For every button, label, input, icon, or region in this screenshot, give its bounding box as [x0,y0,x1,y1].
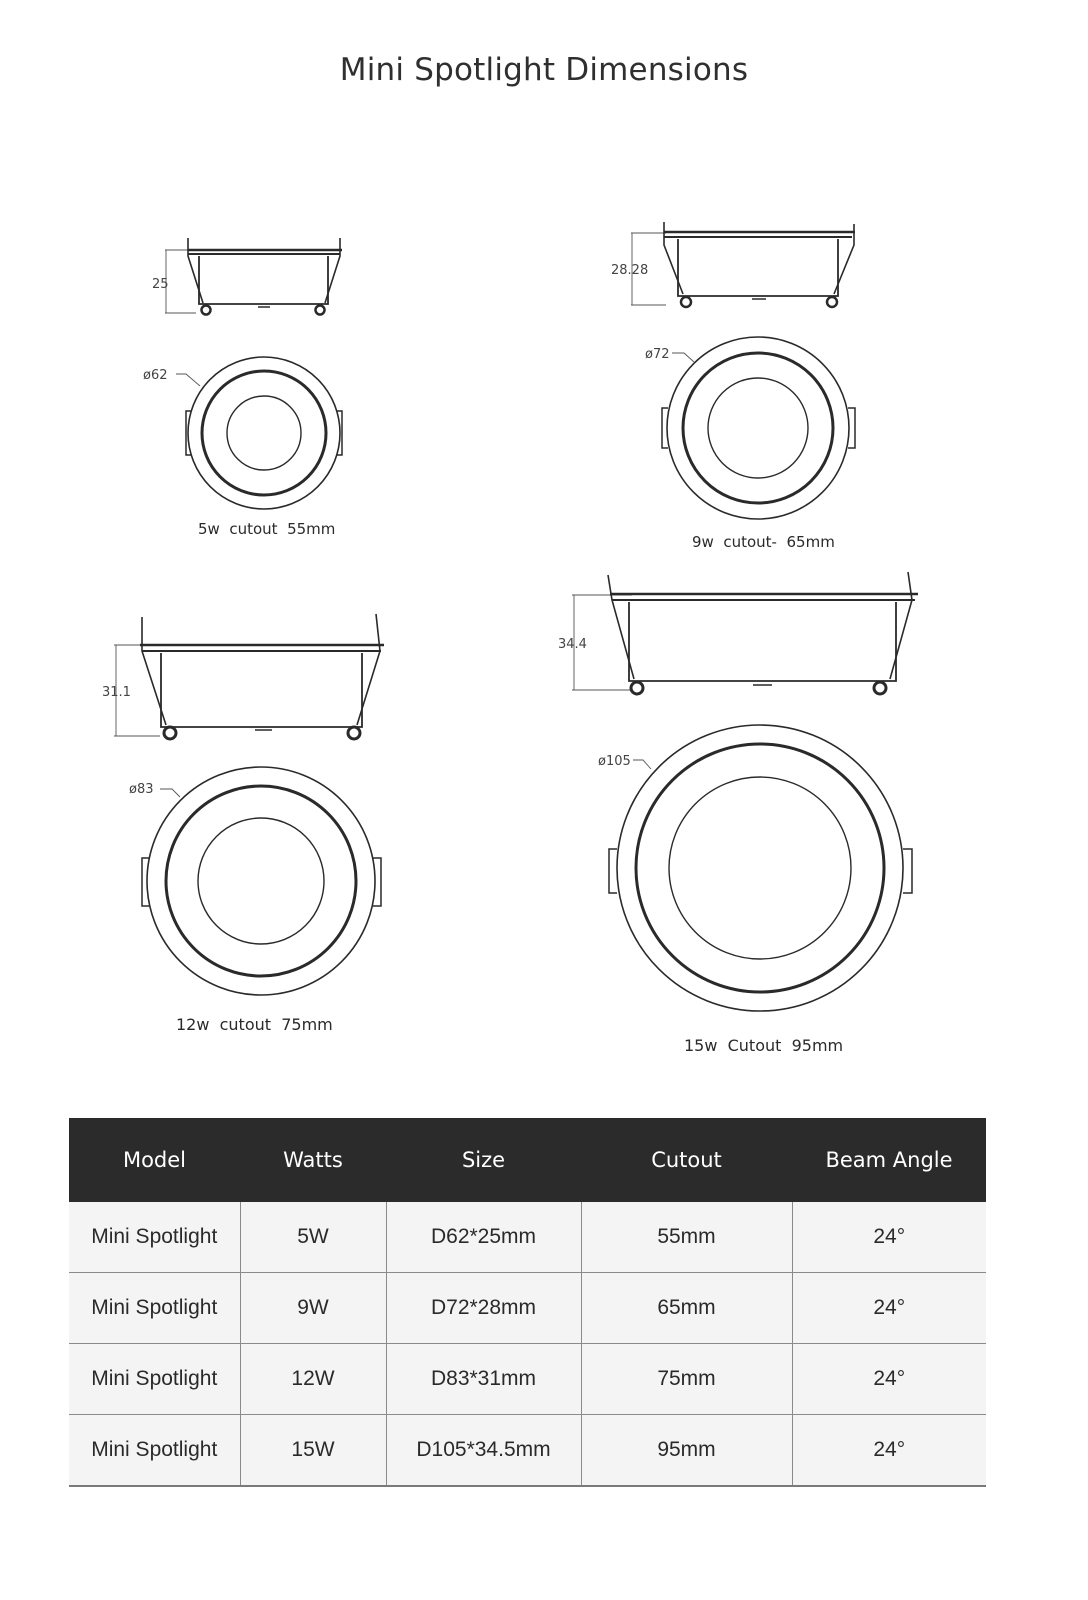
cell-size: D62*25mm [386,1202,581,1273]
cutout-label-12w: 12w cutout 75mm [176,1015,333,1034]
header-beam-angle: Beam Angle [792,1118,986,1202]
table-row [69,1344,986,1415]
table-row [69,1273,986,1344]
cell-watts: 5W [240,1202,386,1273]
cell-cutout: 95mm [581,1415,792,1487]
header-watts: Watts [240,1118,386,1202]
cell-cutout: 55mm [581,1202,792,1273]
header-size: Size [386,1118,581,1202]
table-row [69,1415,986,1487]
spotlight-12w-side-view [102,614,384,739]
cell-beam-angle: 24° [792,1344,986,1415]
cutout-label-15w: 15w Cutout 95mm [684,1036,844,1055]
cell-model: Mini Spotlight [69,1273,240,1344]
cell-watts: 9W [240,1273,386,1344]
cell-model: Mini Spotlight [69,1344,240,1415]
height-label-5w: 25 [152,277,169,292]
cell-beam-angle: 24° [792,1415,986,1487]
cutout-label-9w: 9w cutout- 65mm [692,533,835,551]
spotlight-9w-drawing [611,222,855,551]
cell-cutout: 75mm [581,1344,792,1415]
spotlight-15w-top-view [598,725,912,1011]
cell-watts: 15W [240,1415,386,1487]
spotlight-9w-top-view [645,337,855,519]
spotlight-12w-top-view [129,767,381,995]
cell-watts: 12W [240,1344,386,1415]
spec-table [69,1118,986,1487]
spotlight-15w-drawing [558,572,918,1055]
height-label-12w: 31.1 [102,685,131,700]
height-label-15w: 34.4 [558,637,587,652]
cell-model: Mini Spotlight [69,1415,240,1487]
cell-model: Mini Spotlight [69,1202,240,1273]
cell-beam-angle: 24° [792,1202,986,1273]
cell-size: D83*31mm [386,1344,581,1415]
cell-cutout: 65mm [581,1273,792,1344]
spotlight-5w-side-view [152,238,342,315]
spotlight-15w-side-view [558,572,918,694]
diameter-label-15w: ø105 [598,754,631,769]
header-model: Model [69,1118,240,1202]
diameter-label-9w: ø72 [645,347,670,362]
page-title: Mini Spotlight Dimensions [339,52,749,88]
spotlight-9w-side-view [611,222,855,307]
diameter-label-12w: ø83 [129,782,154,797]
table-row [69,1202,986,1273]
height-label-9w: 28.28 [611,263,649,278]
cell-size: D72*28mm [386,1273,581,1344]
table-header-row [69,1118,986,1202]
spotlight-12w-drawing [102,614,384,1034]
diameter-label-5w: ø62 [143,368,168,383]
cutout-label-5w: 5w cutout 55mm [198,520,336,538]
spotlight-5w-drawing [143,238,342,538]
cell-size: D105*34.5mm [386,1415,581,1487]
spotlight-5w-top-view [143,357,342,509]
cell-beam-angle: 24° [792,1273,986,1344]
header-cutout: Cutout [581,1118,792,1202]
